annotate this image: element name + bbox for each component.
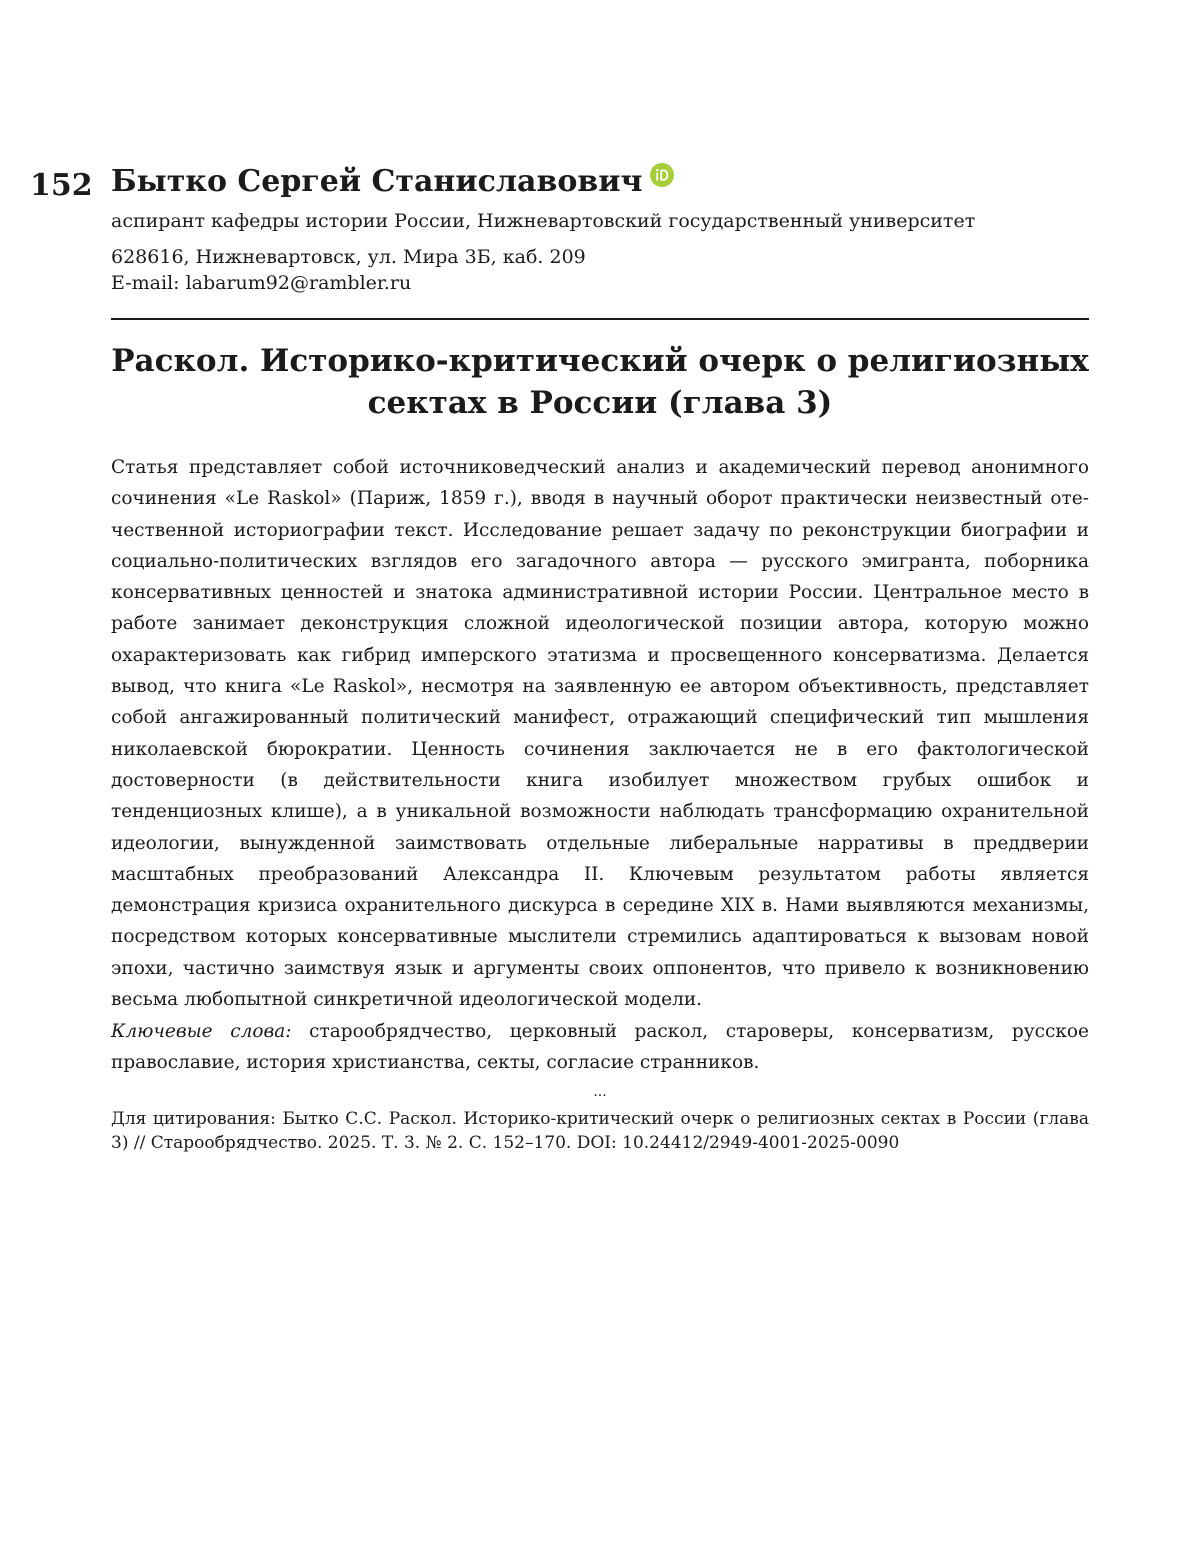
orcid-icon[interactable] (650, 163, 674, 187)
orcid-icon-i-stem (657, 173, 659, 181)
author-block (111, 160, 1091, 296)
article-title: Раскол. Историко-критический очерк о религиозных сектах в России (глава 3) (111, 340, 1089, 424)
citation: Для цитирования: Бытко С.С. Раскол. Историко-критический очерк о религиозных сектах в России (глава 3) // Старообрядчество. 2025. Т. 3. № 2. С. 152–170. DOI: 10.24412/2949-4001-2025-0090 (111, 1107, 1089, 1155)
author-name: Бытко Сергей Станиславович (111, 162, 642, 202)
author-email: E-mail: labarum92@rambler.ru (111, 270, 1091, 296)
section-separator: ... (0, 1083, 1200, 1101)
author-name-row (111, 160, 1091, 204)
keywords-text: старообрядчество, церковный раскол, староверы, консерватизм, русское правосла­вие, история христианства, секты, согласие странников. (111, 1021, 1089, 1073)
header-divider (111, 318, 1089, 320)
page-number: 152 (30, 168, 93, 204)
author-address: 628616, Нижневартовск, ул. Мира 3Б, каб. 209 (111, 244, 1091, 270)
article-abstract: Статья представляет собой источниковедческий анализ и академический перевод анонимного сочинения «Le Raskol» (Париж, 1859 г.), вводя в научный оборот практически неизвестный оте­чественной историографии текст. Исследование решает задачу по реконструкции биографии и социально-политических взглядов его загадочного автора — русского эмигранта, поборника консер­вативных ценностей и знатока административной истории России. Центральное место в работе за­нимает деконструкция сложной идеологической позиции автора, которую можно охарактеризовать как гибрид имперского этатизма и просвещенного консерватизма. Делается вывод, что книга «Le Raskol», несмотря на заявленную ее автором объективность, представляет собой ангажированный политический манифест, отражающий специфический тип мышления николаевской бюрократии. Ценность сочинения заключается не в его фактологической достоверности (в действительности книга изобилует множеством грубых ошибок и тенденциозных клише), а в уникальной возможно­сти наблюдать трансформацию охранительной идеологии, вынужденной заимствовать отдельные либеральные нарративы в преддверии масштабных преобразований Александра II. Ключевым ре­зультатом работы является демонстрация кризиса охранительного дискурса в середине XIX в. Нами выявляются механизмы, посредством которых консервативные мыслители стремились адаптиро­ваться к вызовам новой эпохи, частично заимствуя язык и аргументы своих оппонентов, что при­вело к возникновению весьма любопытной синкретичной идеологической модели. (111, 452, 1089, 1015)
author-affiliation: аспирант кафедры истории России, Нижневартовский государственный университет (111, 208, 1091, 234)
orcid-icon-graphic (650, 163, 674, 187)
orcid-icon-i-dot (656, 169, 658, 171)
keywords-label: Ключевые слова: (111, 1021, 292, 1042)
keywords-paragraph (111, 1016, 1089, 1078)
